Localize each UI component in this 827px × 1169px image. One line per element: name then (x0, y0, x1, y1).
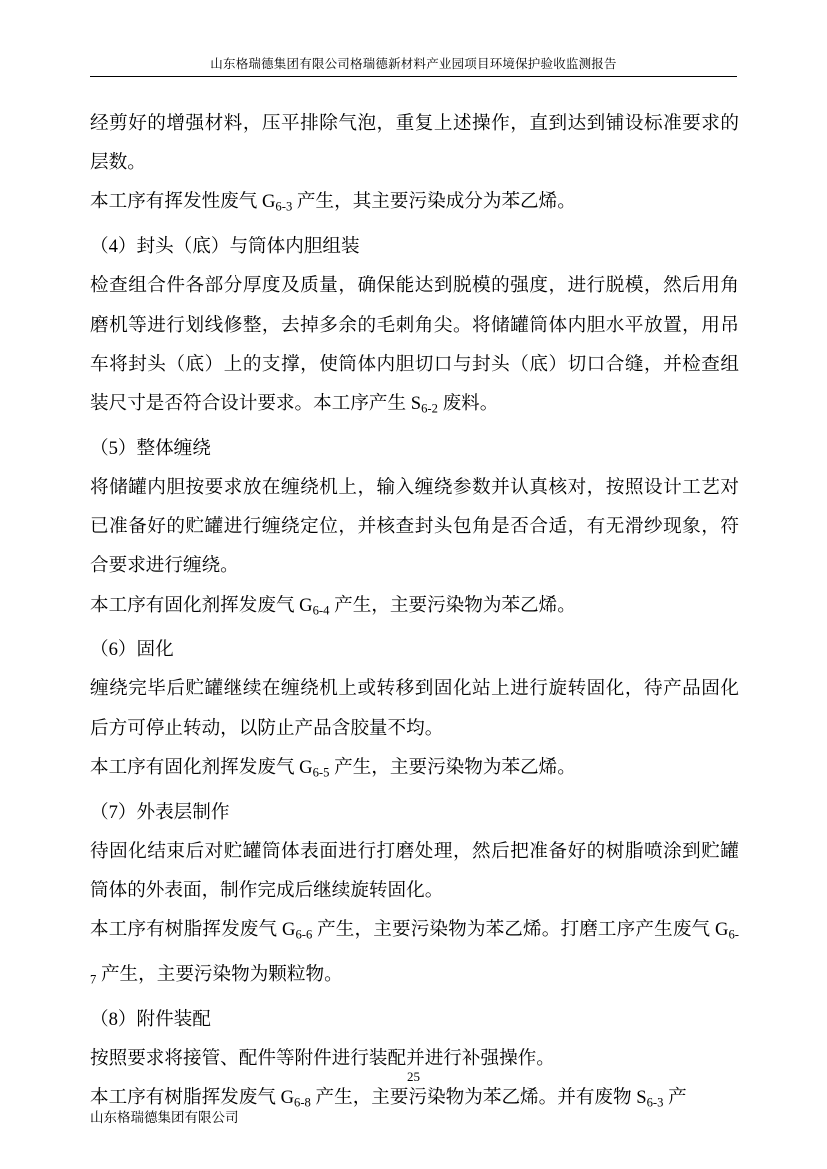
subscript-label: 6-8 (294, 1095, 311, 1110)
document-body (90, 104, 739, 1123)
page-header (90, 56, 737, 77)
paragraph: 检查组合件各部分厚度及质量，确保能达到脱模的强度，进行脱模，然后用角磨机等进行划线修整，去掉多余的毛刺角尖。将储罐筒体内胆水平放置，用吊车将封头（底）上的支撑，使筒体内胆切口与封头（底）切口合缝，并检查组装尺寸是否符合设计要求。本工序产生 $S_{6-2}$ 废料。 (90, 275, 739, 416)
paragraph: 将储罐内胆按要求放在缠绕机上，输入缠绕参数并认真核对，按照设计工艺对已准备好的贮罐进行缠绕定位，并核查封头包角是否合适，有无滑纱现象，符合要求进行缠绕。 (90, 476, 739, 577)
footer-company: 山东格瑞德集团有限公司 (90, 1110, 239, 1125)
paragraph: 本工序有树脂挥发废气 $G_{6-8}$ 产生，主要污染物为苯乙烯。并有废物 $S_{6-3}$ 产 (90, 1087, 687, 1110)
paragraph: 缠绕完毕后贮罐继续在缠绕机上或转移到固化站上进行旋转固化，待产品固化后方可停止转动，以防止产品含胶量不均。 (90, 678, 739, 739)
subscript-label: 6-5 (312, 765, 330, 780)
subscript-label: 6-2 (421, 401, 438, 416)
header-divider (90, 76, 737, 77)
paragraph: （6）固化 (90, 639, 174, 661)
subscript-label: 6-3 (275, 199, 293, 214)
paragraph: （8）附件装配 (90, 1008, 211, 1030)
paragraph: 本工序有固化剂挥发废气 $G_{6-4}$ 产生，主要污染物为苯乙烯。 (90, 594, 576, 618)
paragraph: 按照要求将接管、配件等附件进行装配并进行补强操作。 (90, 1047, 555, 1069)
subscript-label: 6-6 (295, 927, 313, 942)
subscript-label: 6-3 (646, 1095, 664, 1110)
paragraph: 经剪好的增强材料，压平排除气泡，重复上述操作，直到达到铺设标准要求的层数。 (90, 113, 739, 174)
subscript-label: 6-7 (90, 927, 740, 987)
page-number: 25 (407, 1069, 420, 1084)
paragraph: 本工序有固化剂挥发废气 $G_{6-5}$ 产生，主要污染物为苯乙烯。 (90, 756, 576, 780)
subscript-label: 6-4 (312, 603, 330, 618)
paragraph: 本工序有挥发性废气 $G_{6-3}$ 产生，其主要污染成分为苯乙烯。 (90, 191, 576, 214)
header-title: 山东格瑞德集团有限公司格瑞德新材料产业园项目环境保护验收监测报告 (210, 57, 617, 71)
paragraph: （5）整体缠绕 (90, 437, 211, 459)
paragraph: （7）外表层制作 (90, 801, 230, 823)
paragraph: 本工序有树脂挥发废气 $G_{6-6}$ 产生，主要污染物为苯乙烯。打磨工序产生废气 $G_{6-7}$ 产生，主要污染物为颗粒物。 (90, 919, 740, 987)
paragraph: 待固化结束后对贮罐筒体表面进行打磨处理，然后把准备好的树脂喷涂到贮罐筒体的外表面，制作完成后继续旋转固化。 (90, 840, 739, 901)
paragraph: （4）封头（底）与筒体内胆组装 (90, 236, 360, 258)
